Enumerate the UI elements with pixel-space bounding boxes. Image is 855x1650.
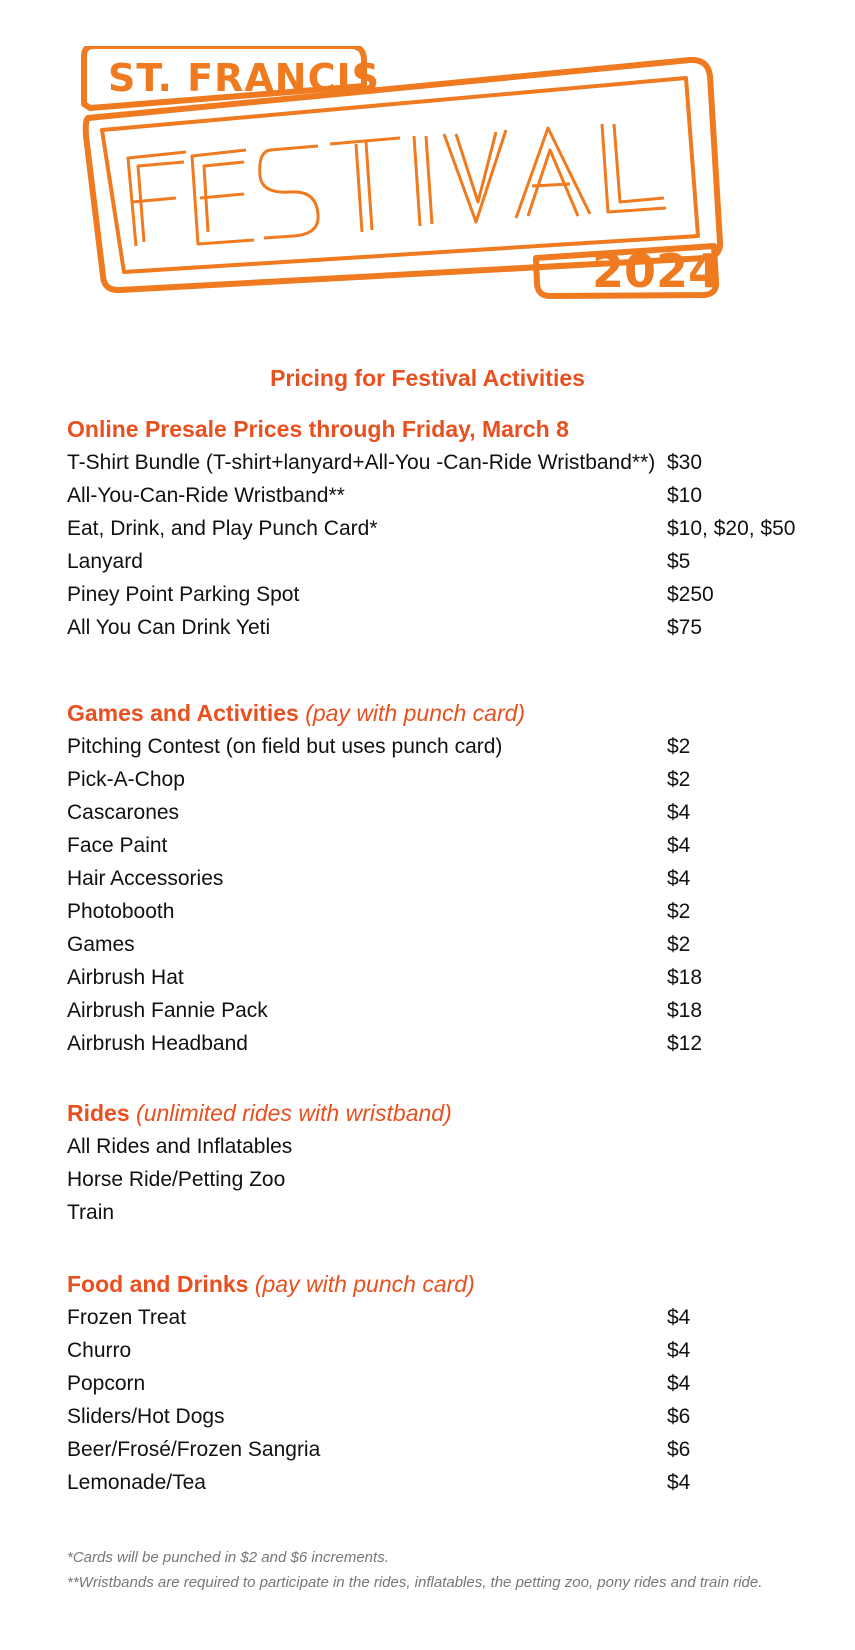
- section-note: (pay with punch card): [254, 1271, 475, 1297]
- section-note: (unlimited rides with wristband): [136, 1100, 452, 1126]
- logo-top-text: ST. FRANCIS: [108, 56, 381, 100]
- price-row: [67, 961, 807, 994]
- section-title: Games and Activities: [67, 700, 299, 726]
- footnotes: [67, 1545, 762, 1595]
- price-row: [67, 796, 807, 829]
- price-row: [67, 862, 807, 895]
- price-row: [67, 895, 807, 928]
- section-title: Rides: [67, 1100, 130, 1126]
- price-row: [67, 479, 807, 512]
- item-name: Cascarones: [67, 801, 180, 824]
- food-section: [67, 1267, 807, 1499]
- price-row: [67, 446, 807, 479]
- item-name: Games: [67, 933, 135, 956]
- item-price: $4: [667, 867, 691, 890]
- item-price: $12: [667, 1032, 703, 1055]
- logo-year: 2024: [592, 244, 721, 298]
- item-price: $75: [667, 616, 703, 639]
- item-name: Beer/Frosé/Frozen Sangria: [67, 1438, 321, 1461]
- price-row: [67, 1400, 807, 1433]
- item-price: $250: [667, 583, 714, 606]
- item-name: All You Can Drink Yeti: [67, 616, 271, 639]
- footnote-cards: *Cards will be punched in $2 and $6 increments.: [67, 1549, 389, 1566]
- price-row: [67, 1433, 807, 1466]
- price-row: [67, 545, 807, 578]
- price-row: [67, 730, 807, 763]
- item-name: Churro: [67, 1339, 132, 1362]
- price-row: [67, 512, 807, 545]
- item-name: T-Shirt Bundle (T-shirt+lanyard+All-You -Can-Ride Wristband**): [67, 451, 656, 474]
- price-row: [67, 763, 807, 796]
- games-section: [67, 696, 807, 1060]
- price-row: [67, 829, 807, 862]
- item-name: Airbrush Fannie Pack: [67, 999, 268, 1022]
- item-price: $2: [667, 900, 691, 923]
- item-name: Airbrush Hat: [67, 966, 184, 989]
- item-name: Face Paint: [67, 834, 168, 857]
- price-row: [67, 1367, 807, 1400]
- item-price: $6: [667, 1438, 691, 1461]
- item-name: Photobooth: [67, 900, 175, 923]
- item-price: $4: [667, 1471, 691, 1494]
- price-row: [67, 578, 807, 611]
- price-row: [67, 1027, 807, 1060]
- item-name: Piney Point Parking Spot: [67, 583, 300, 606]
- item-price: $2: [667, 735, 691, 758]
- price-row: [67, 994, 807, 1027]
- item-price: $18: [667, 966, 703, 989]
- item-price: $5: [667, 550, 691, 573]
- section-title: Food and Drinks: [67, 1271, 249, 1297]
- item-name: Pick-A-Chop: [67, 768, 185, 791]
- page-title: Pricing for Festival Activities: [270, 365, 585, 391]
- item-name: Horse Ride/Petting Zoo: [67, 1168, 286, 1191]
- item-price: $4: [667, 1306, 691, 1329]
- presale-section: [67, 412, 807, 644]
- item-name: Frozen Treat: [67, 1306, 187, 1329]
- item-name: Airbrush Headband: [67, 1032, 248, 1055]
- rides-section: [67, 1096, 807, 1229]
- item-price: $4: [667, 801, 691, 824]
- price-row: [67, 928, 807, 961]
- footnote-wristbands: **Wristbands are required to participate in the rides, inflatables, the petting zoo, pony rides and train ride.: [67, 1574, 763, 1591]
- price-row: [67, 611, 807, 644]
- item-price: $10: [667, 484, 703, 507]
- item-price: $2: [667, 768, 691, 791]
- item-price: $4: [667, 834, 691, 857]
- section-title: Online Presale Prices through Friday, March 8: [67, 416, 569, 442]
- item-name: Sliders/Hot Dogs: [67, 1405, 225, 1428]
- item-price: $2: [667, 933, 691, 956]
- ride-row: [67, 1196, 807, 1229]
- item-name: Pitching Contest (on field but uses punch card): [67, 735, 503, 758]
- price-row: [67, 1334, 807, 1367]
- item-name: Eat, Drink, and Play Punch Card*: [67, 517, 378, 540]
- section-note: (pay with punch card): [305, 700, 526, 726]
- item-price: $4: [667, 1372, 691, 1395]
- ride-row: [67, 1163, 807, 1196]
- item-price: $6: [667, 1405, 691, 1428]
- ride-row: [67, 1130, 807, 1163]
- item-price: $18: [667, 999, 703, 1022]
- item-name: Train: [67, 1201, 115, 1224]
- item-name: Hair Accessories: [67, 867, 224, 890]
- item-name: Popcorn: [67, 1372, 146, 1395]
- item-price: $30: [667, 451, 703, 474]
- item-price: $10, $20, $50: [667, 517, 796, 540]
- item-name: Lemonade/Tea: [67, 1471, 206, 1494]
- price-row: [67, 1301, 807, 1334]
- price-row: [67, 1466, 807, 1499]
- item-name: All Rides and Inflatables: [67, 1135, 293, 1158]
- item-name: Lanyard: [67, 550, 143, 573]
- item-price: $4: [667, 1339, 691, 1362]
- item-name: All-You-Can-Ride Wristband**: [67, 484, 345, 507]
